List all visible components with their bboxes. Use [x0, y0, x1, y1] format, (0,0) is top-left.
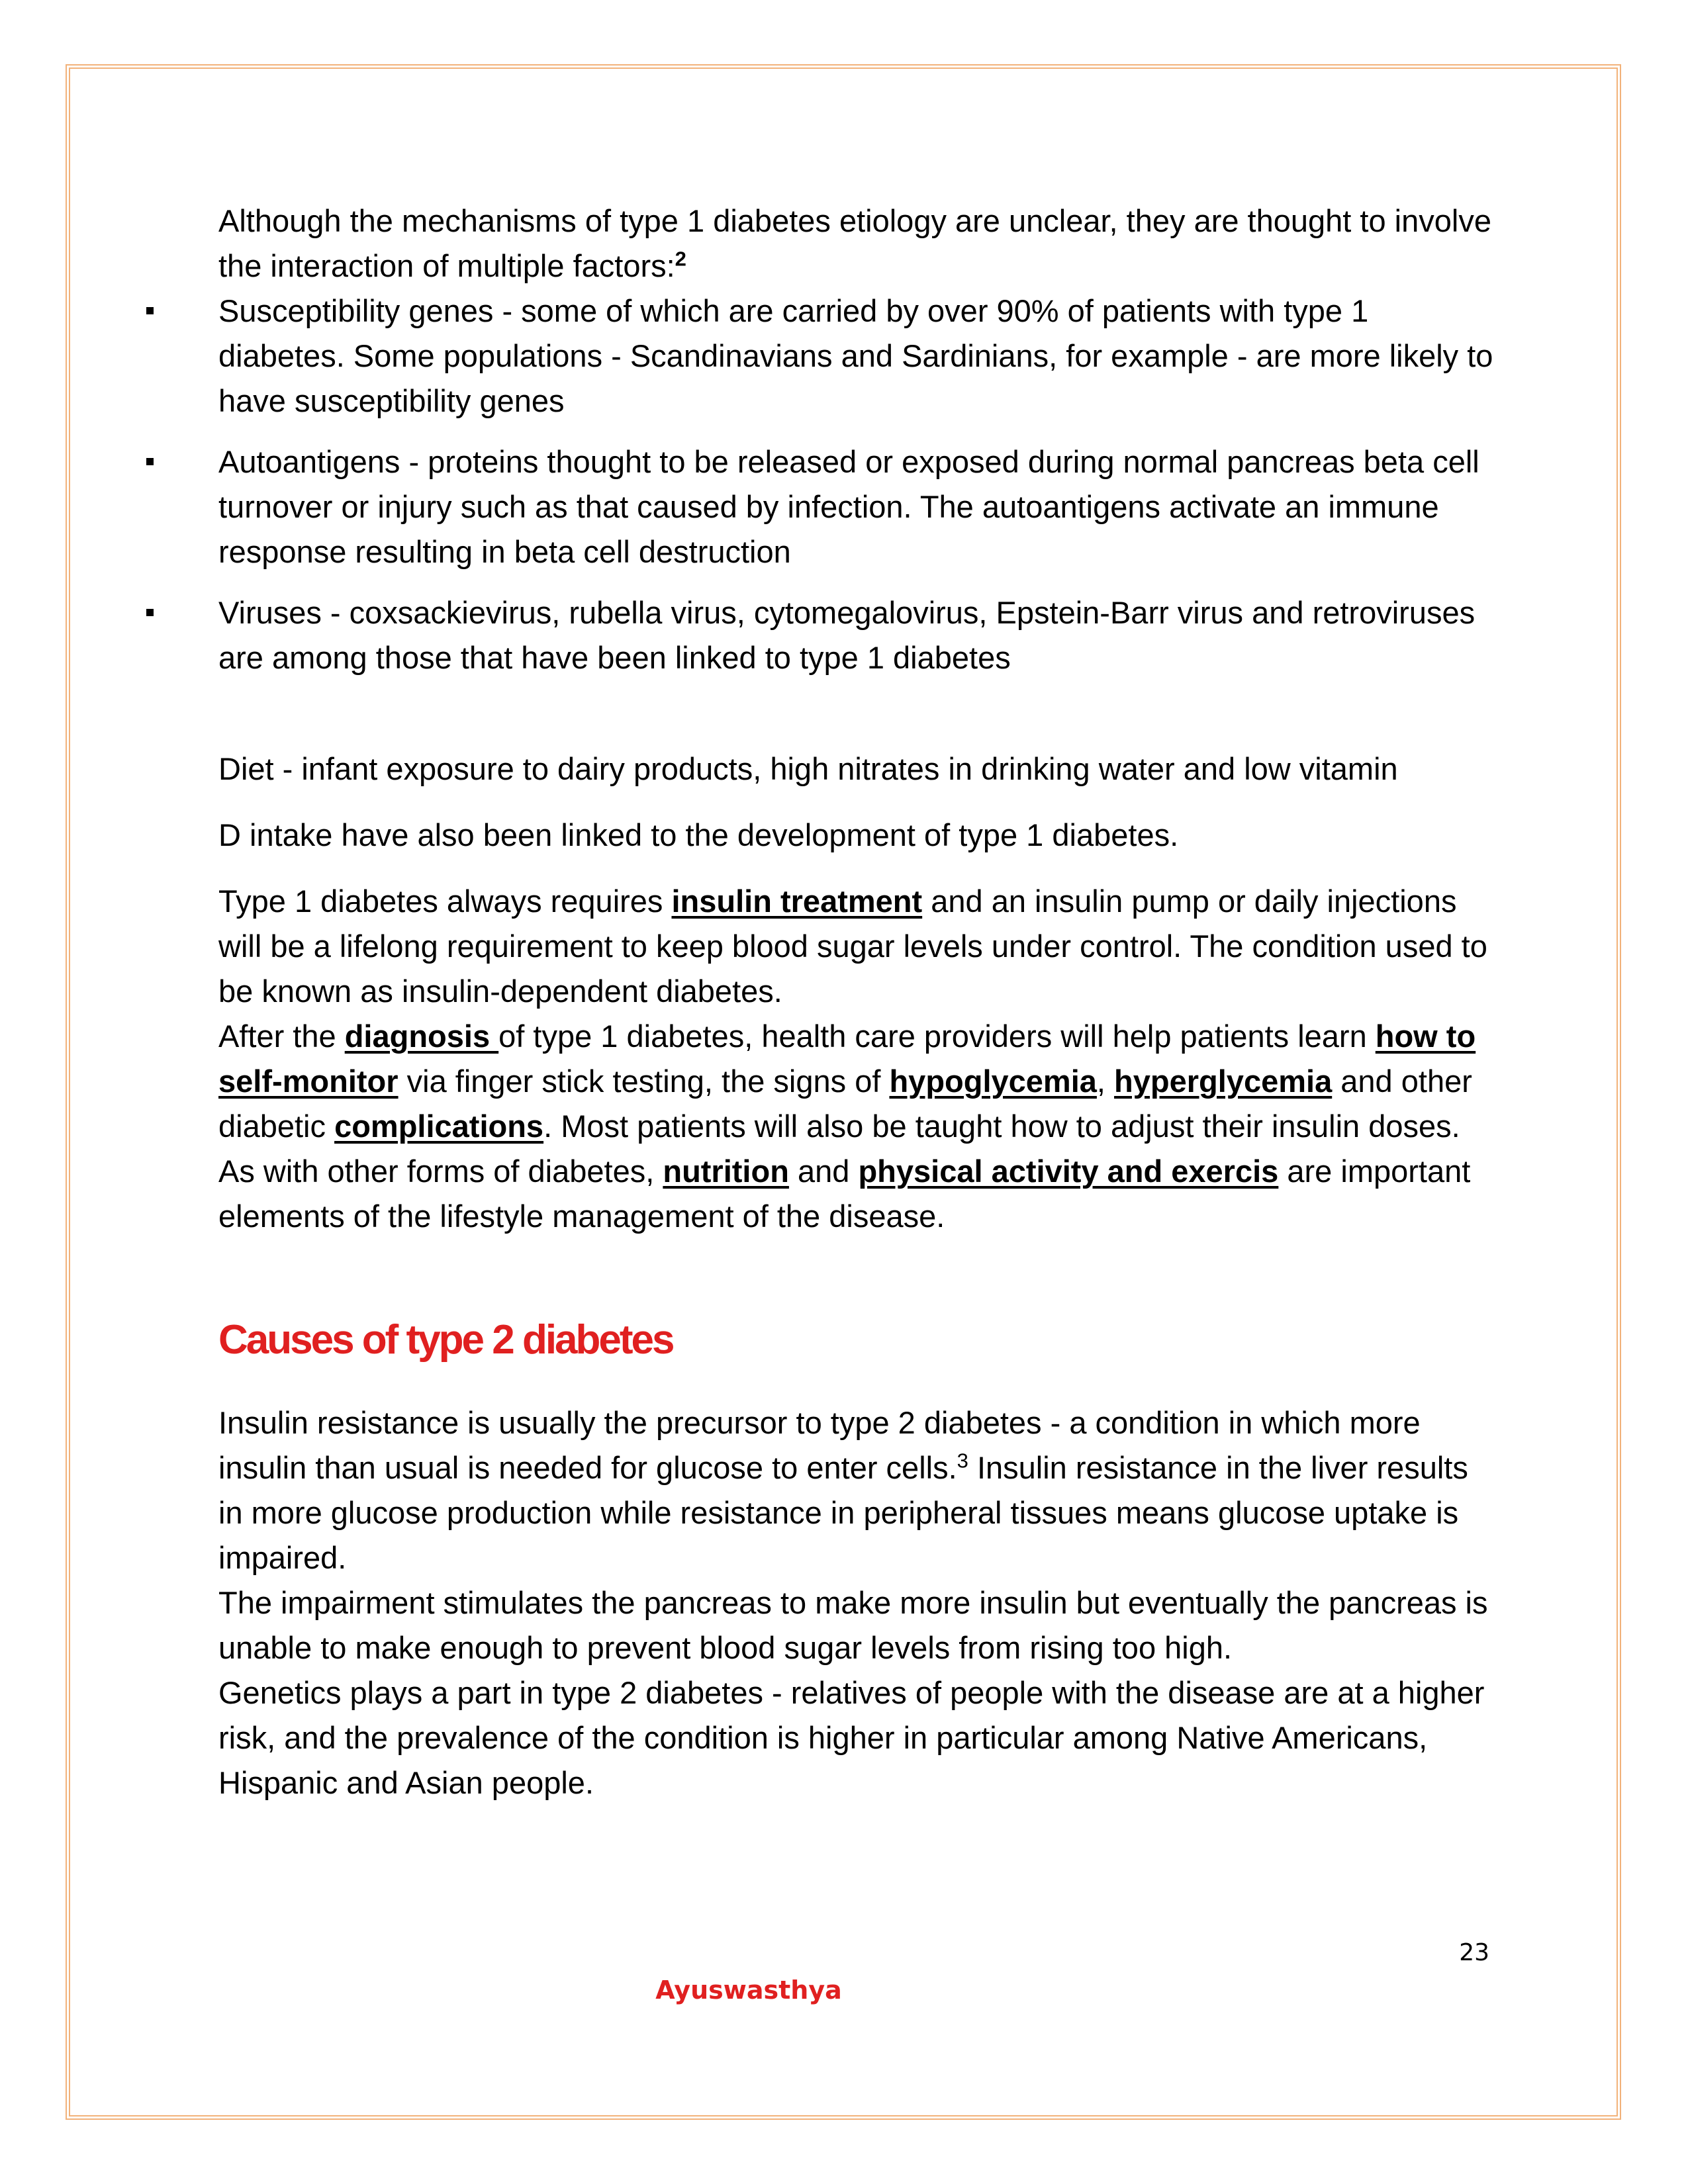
link-diagnosis[interactable]: diagnosis [344, 1019, 499, 1054]
type2-section [218, 1400, 1496, 1805]
list-item [185, 439, 1496, 574]
list-item [185, 590, 1496, 680]
text-run: After the [218, 1019, 345, 1054]
link-physical-activity-and-exercise[interactable]: physical activity and exercis [858, 1154, 1279, 1189]
diet-paragraph [218, 747, 1496, 858]
section-heading-type2: Causes of type 2 diabetes [218, 1317, 673, 1363]
type1-paragraph-1 [218, 879, 1496, 1014]
link-nutrition[interactable]: nutrition [663, 1154, 789, 1189]
footnote-ref-3[interactable]: 3 [957, 1449, 968, 1473]
link-insulin-treatment[interactable]: insulin treatment [671, 884, 923, 919]
link-hypoglycemia[interactable]: hypoglycemia [889, 1064, 1097, 1099]
link-complications[interactable]: complications [334, 1109, 544, 1144]
bullet-icon [146, 307, 154, 314]
text-run: and other diabetic [218, 1064, 1472, 1144]
page-number: 23 [1459, 1939, 1489, 1966]
factor-viruses: Viruses - coxsackievirus, rubella virus, cytomegalovirus, Epstein-Barr virus and retroviruses are among those that have been linked to type 1 diabetes [218, 595, 1476, 675]
text-run: Insulin resistance in the liver results in more glucose production while resistance in peripheral tissues means glucose uptake is impaired. [218, 1450, 1468, 1575]
text-run: via finger stick testing, the signs of [398, 1064, 890, 1099]
text-run: As with other forms of diabetes, [218, 1154, 663, 1189]
type2-paragraph-2: The impairment stimulates the pancreas to make more insulin but eventually the pancreas is unable to make enough to prevent blood sugar levels from rising too high. [218, 1585, 1488, 1665]
factors-list [218, 289, 1496, 680]
document-body [218, 199, 1496, 1805]
intro-paragraph [218, 199, 1496, 289]
footer-brand: Ayuswasthya [655, 1976, 842, 2005]
list-item [185, 289, 1496, 424]
link-hyperglycemia[interactable]: hyperglycemia [1114, 1064, 1333, 1099]
footnote-ref-2[interactable]: 2 [675, 247, 686, 271]
text-run: Type 1 diabetes always requires [218, 884, 672, 919]
bullet-icon [146, 458, 154, 465]
type2-paragraph-3: Genetics plays a part in type 2 diabetes - relatives of people with the disease are at a higher risk, and the prevalence of the condition is higher in particular among Native Americans, Hispanic and Asian people. [218, 1675, 1485, 1800]
type1-section [218, 879, 1496, 1239]
text-run: , [1096, 1064, 1115, 1099]
text-run: are important elements of the lifestyle management of the disease. [218, 1154, 1471, 1234]
diet-line-1: Diet - infant exposure to dairy products, high nitrates in drinking water and low vitamin [218, 751, 1398, 786]
text-run: and [788, 1154, 859, 1189]
type2-paragraph-1 [218, 1400, 1496, 1580]
text-run: . Most patients will also be taught how to adjust their insulin doses. [543, 1109, 1460, 1144]
bullet-icon [146, 609, 154, 616]
text-run: and an insulin pump or daily injections will be a lifelong requirement to keep blood sugar levels under control. The condition used to be known as insulin-dependent diabetes. [218, 884, 1487, 1009]
factor-autoantigens: Autoantigens - proteins thought to be released or exposed during normal pancreas beta cell turnover or injury such as that caused by infection. The autoantigens activate an immune response resulting in beta cell destruction [218, 444, 1479, 569]
type1-paragraph-3 [218, 1149, 1496, 1239]
link-how-to-self-monitor[interactable]: how to self-monitor [218, 1019, 1476, 1099]
text-run: of type 1 diabetes, health care providers will help patients learn [498, 1019, 1376, 1054]
factor-susceptibility-genes: Susceptibility genes - some of which are carried by over 90% of patients with type 1 diabetes. Some populations - Scandinavians and Sardinians, for example - are more likely to have susceptibility genes [218, 293, 1493, 418]
text-run: Insulin resistance is usually the precursor to type 2 diabetes - a condition in which more insulin than usual is needed for glucose to enter cells. [218, 1405, 1421, 1485]
diet-line-2: D intake have also been linked to the development of type 1 diabetes. [218, 817, 1179, 852]
intro-text: Although the mechanisms of type 1 diabetes etiology are unclear, they are thought to involve the interaction of multiple factors: [218, 203, 1491, 283]
type1-paragraph-2 [218, 1014, 1496, 1149]
